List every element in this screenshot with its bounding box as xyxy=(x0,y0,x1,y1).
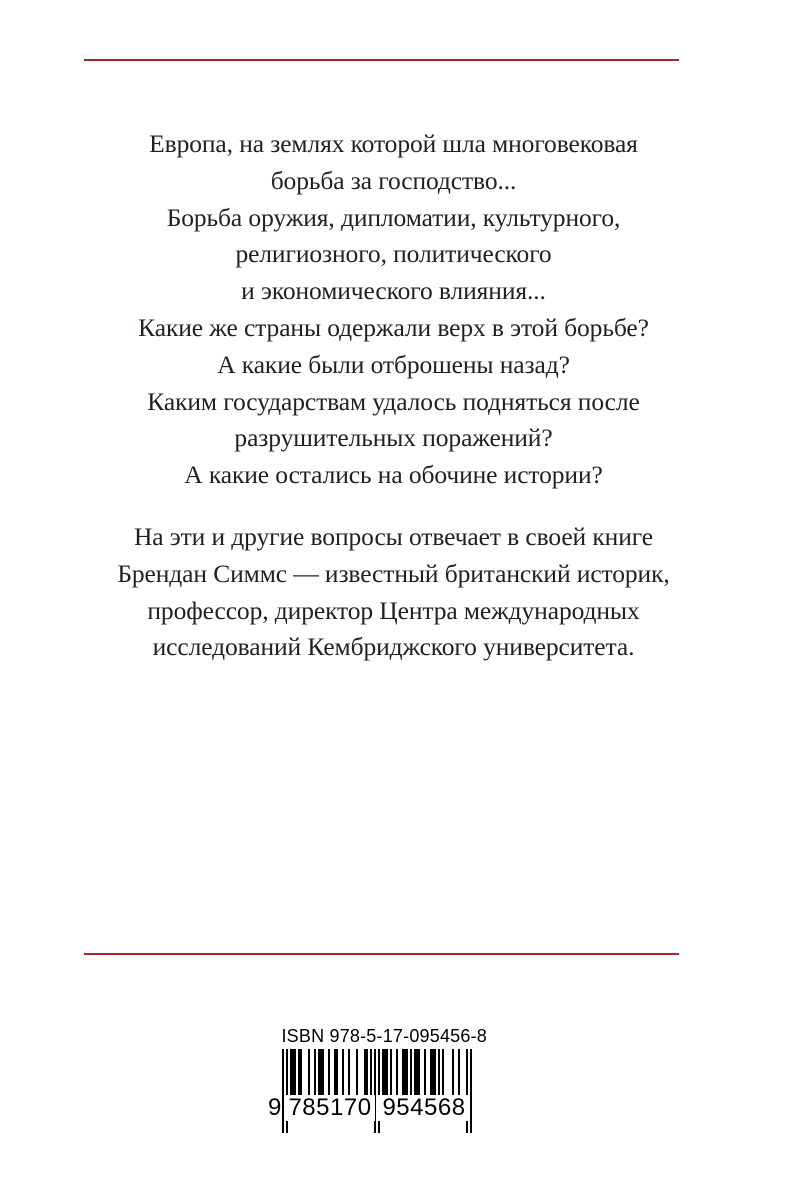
barcode-guard-bar xyxy=(470,1049,472,1133)
bottom-divider xyxy=(84,953,679,955)
blurb-line: Европа, на землях которой шла многовековая xyxy=(149,129,638,158)
blurb-line: борьба за господство... xyxy=(270,165,517,195)
blurb-line: разрушительных поражений? xyxy=(234,423,553,453)
blurb-line: и экономического влияния... xyxy=(241,276,546,306)
blurb-line: Какие же страны одержали верх в этой борьбе? xyxy=(138,312,649,342)
blurb-paragraph-1 xyxy=(60,126,727,494)
blurb-line: религиозного, политического xyxy=(235,239,552,269)
blurb-line: профессор, директор Центра международных xyxy=(147,595,640,625)
blurb-line: А какие остались на обочине истории? xyxy=(184,460,603,490)
barcode-digits-left: 785170 xyxy=(285,1095,375,1121)
blurb-line: Борьба оружия, дипломатии, культурного, xyxy=(166,202,621,232)
blurb-line: А какие были отброшены назад? xyxy=(217,349,570,379)
barcode-guard-bar xyxy=(282,1049,284,1133)
blurb-paragraph-2 xyxy=(60,519,727,666)
isbn-label: ISBN 978-5-17-095456-8 xyxy=(281,1026,487,1046)
barcode-digits-right: 954568 xyxy=(378,1095,470,1121)
blurb-line: На эти и другие вопросы отвечает в своей книге xyxy=(133,522,654,551)
top-divider xyxy=(84,59,679,61)
isbn-block xyxy=(268,1026,487,1137)
blurb-line: исследований Кембриджского университета. xyxy=(152,632,635,662)
barcode xyxy=(268,1049,480,1137)
blurb-line: Брендан Симмс — известный британский историк, xyxy=(117,558,670,588)
blurb-line: Каким государствам удалось подняться после xyxy=(147,386,640,416)
barcode-digit-first: 9 xyxy=(268,1094,282,1121)
